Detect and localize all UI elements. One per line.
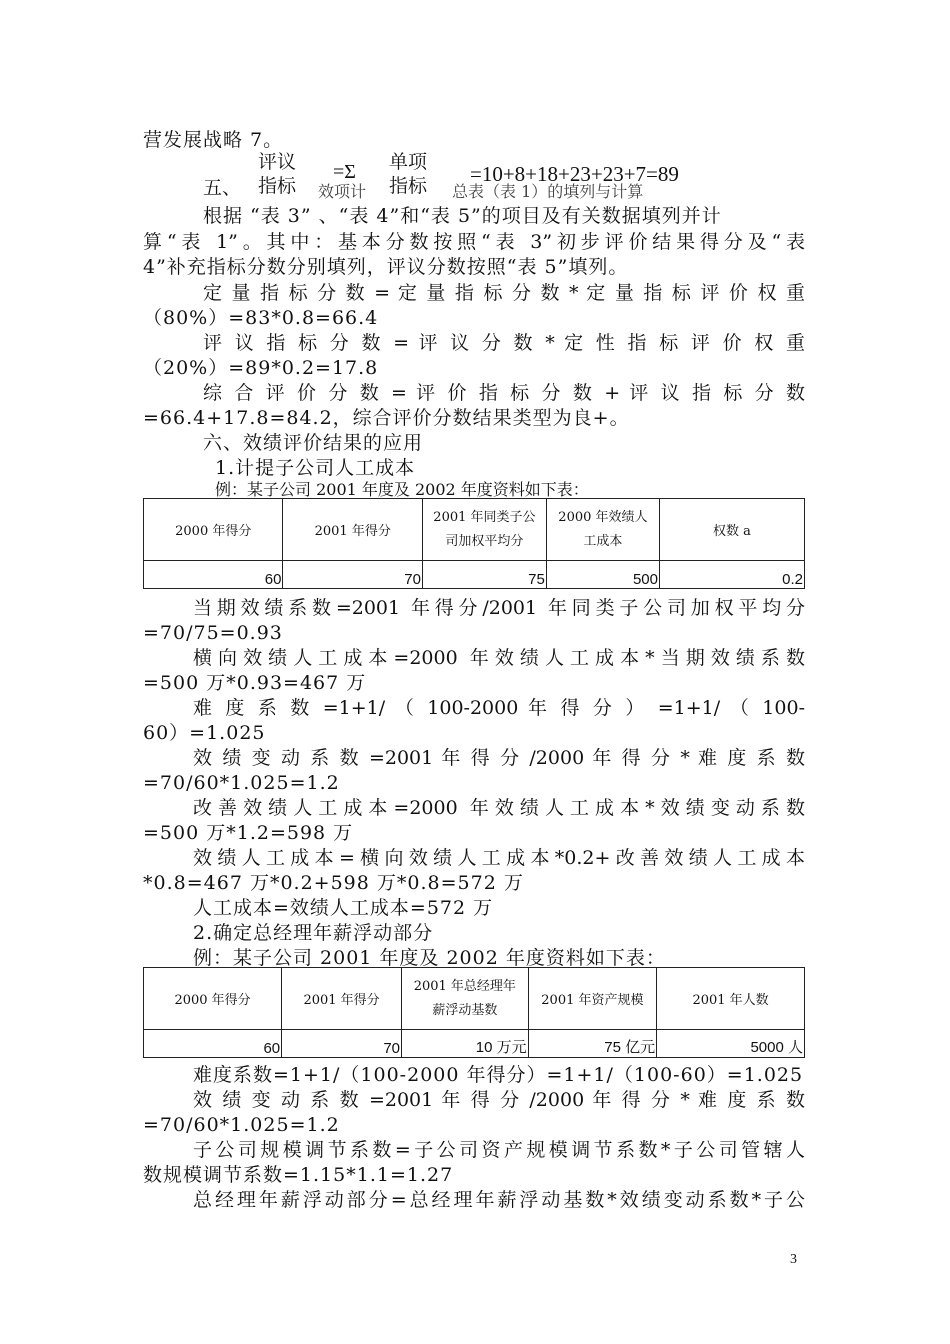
text-line: 效 绩 变 动 系 数 =2001 年 得 分 /2000 年 得 分 * 难 度 系 数 (193, 1089, 805, 1111)
data-table-1 (143, 498, 805, 589)
text-line: 横向效绩人工成本=2000 年效绩人工成本*当期效绩系数 (193, 647, 805, 669)
text-line: 效绩人工成本=横向效绩人工成本*0.2+改善效绩人工成本 (193, 847, 805, 869)
text-line: 人工成本=效绩人工成本=572 万 (193, 897, 494, 919)
table-cell: 10 万元 (402, 1030, 529, 1058)
text-line: 营发展战略 7。 (143, 129, 284, 151)
text-line: =70/75=0.93 (143, 622, 283, 644)
text-line: =500 万*1.2=598 万 (143, 822, 354, 844)
text-line: （80%）=83*0.8=66.4 (143, 307, 379, 329)
text-line: 60）=1.025 (143, 722, 266, 744)
text-line: 改善效绩人工成本=2000 年效绩人工成本*效绩变动系数 (193, 797, 805, 819)
table-header-cell: 2000 年得分 (144, 499, 283, 561)
table-cell: 75 (422, 561, 546, 589)
sum-symbol: =Σ (333, 161, 356, 183)
table-row (144, 1030, 805, 1058)
text-line: =70/60*1.025=1.2 (143, 772, 340, 794)
text-line: 总经理年薪浮动部分=总经理年薪浮动基数*效绩变动系数*子公 (193, 1189, 805, 1211)
text-line: 指标 (389, 175, 428, 197)
subsection-heading: 2.确定总经理年薪浮动部分 (193, 922, 434, 944)
text-line: 4”补充指标分数分别填列，评议分数按照“表 5”填列。 (143, 256, 629, 278)
table-cell: 0.2 (659, 561, 804, 589)
table-header-row (144, 499, 805, 561)
text-line: 综 合 评 价 分 数 = 评 价 指 标 分 数 + 评 议 指 标 分 数 (203, 382, 805, 404)
text-line: 根据 “表 3” 、“表 4”和“表 5”的项目及有关数据填列并计 (203, 205, 722, 227)
section-heading: 六、效绩评价结果的应用 (203, 432, 424, 454)
text-line: 数规模调节系数=1.15*1.1=1.27 (143, 1164, 454, 1186)
table-header-cell: 2000 年得分 (144, 968, 282, 1030)
table-header-cell: 2001 年同类子公 司加权平均分 (422, 499, 546, 561)
table-header-cell: 2001 年资产规模 (528, 968, 657, 1030)
text-line: 子公司规模调节系数=子公司资产规模调节系数*子公司管辖人 (193, 1139, 805, 1161)
text-line: 难 度 系 数 =1+1/ （ 100-2000 年 得 分 ） =1+1/ （ 100- (193, 697, 805, 719)
text-line: 指标 (258, 175, 297, 197)
table-header-cell: 2001 年得分 (283, 499, 422, 561)
sum-formula: =10+8+18+23+23+7=89 (470, 162, 679, 186)
table-header-cell: 2001 年得分 (282, 968, 402, 1030)
data-table-2 (143, 967, 805, 1058)
table-header-row (144, 968, 805, 1030)
text-line: 当期效绩系数=2001 年得分/2001 年同类子公司加权平均分 (193, 597, 805, 619)
table-cell: 75 亿元 (528, 1030, 657, 1058)
text-line: *0.8=467 万*0.2+598 万*0.8=572 万 (143, 872, 524, 894)
table-cell: 60 (144, 561, 283, 589)
text-line: 评议 (258, 151, 297, 173)
text-line: 算“表 1”。其中：基本分数按照“表 3”初步评价结果得分及“表 (143, 231, 805, 253)
table-cell: 70 (283, 561, 422, 589)
text-line: =66.4+17.8=84.2，综合评价分数结果类型为良+。 (143, 407, 630, 429)
text-line: 效 绩 变 动 系 数 =2001 年 得 分 /2000 年 得 分 * 难 度 系 数 (193, 747, 805, 769)
text-line: =70/60*1.025=1.2 (143, 1114, 340, 1136)
text-line: 例：某子公司 2001 年度及 2002 年度资料如下表： (215, 480, 589, 499)
text-line: 例：某子公司 2001 年度及 2002 年度资料如下表： (193, 947, 666, 969)
table-header-cell: 2001 年人数 (657, 968, 805, 1030)
text-line: 五、 (203, 177, 242, 199)
page-number: 3 (790, 1252, 797, 1267)
table-row (144, 561, 805, 589)
text-line: 效项计 (318, 182, 367, 201)
table-header-cell: 权数 a (659, 499, 804, 561)
subsection-heading: 1.计提子公司人工成本 (215, 457, 416, 479)
text-line: 总表（表 1）的填列与计算 (452, 182, 644, 201)
text-line: 定 量 指 标 分 数 = 定 量 指 标 分 数 * 定 量 指 标 评 价 权 重 (203, 282, 805, 304)
table-cell: 500 (546, 561, 659, 589)
table-cell: 70 (282, 1030, 402, 1058)
text-line: 单项 (389, 151, 428, 173)
table-cell: 5000 人 (657, 1030, 805, 1058)
text-line: =500 万*0.93=467 万 (143, 672, 367, 694)
table-header-cell: 2000 年效绩人 工成本 (546, 499, 659, 561)
table-header-cell: 2001 年总经理年 薪浮动基数 (402, 968, 529, 1030)
text-line: 评 议 指 标 分 数 = 评 议 分 数 * 定 性 指 标 评 价 权 重 (203, 332, 805, 354)
text-line: （20%）=89*0.2=17.8 (143, 357, 379, 379)
table-cell: 60 (144, 1030, 282, 1058)
text-line: 难度系数=1+1/（100-2000 年得分）=1+1/（100-60）=1.025 (193, 1064, 804, 1086)
